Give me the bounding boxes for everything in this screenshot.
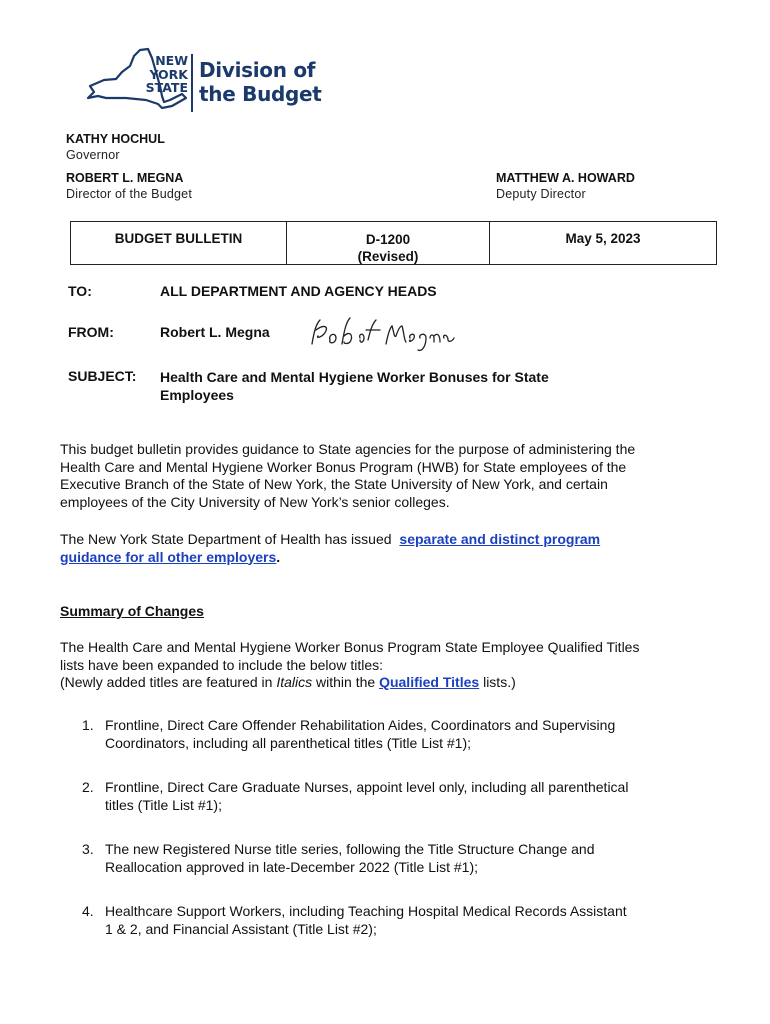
- logo-state-name: [142, 54, 188, 95]
- summary-line: lists have been expanded to include the below titles:: [60, 656, 383, 673]
- list-item: [82, 841, 712, 876]
- program-guidance-link-text: separate and distinct program: [399, 531, 601, 547]
- logo-division-line2: the Budget: [199, 82, 322, 106]
- list-item-line: Reallocation approved in late-December 2022 (Title List #1);: [105, 858, 479, 875]
- logo-line-york: YORK: [149, 66, 188, 82]
- logo-line-new: NEW: [155, 53, 188, 68]
- intro-line: Executive Branch of the State of New York, the State University of New York, and certain: [60, 476, 608, 492]
- list-item-line: Coordinators, including all parenthetical titles (Title List #1);: [105, 734, 471, 751]
- list-item-number: 2.: [82, 779, 94, 795]
- summary-text: (Newly added titles are featured in: [60, 674, 273, 690]
- summary-text: within the: [316, 674, 376, 690]
- logo-division-line1: Division of: [199, 58, 316, 82]
- summary-heading: Summary of Changes: [60, 603, 204, 619]
- summary-text: lists.): [483, 674, 516, 690]
- list-item-number: 1.: [82, 717, 94, 733]
- doh-text: The New York State Department of Health has issued: [60, 531, 392, 547]
- summary-line: The Health Care and Mental Hygiene Worker Bonus Program State Employee Qualified Titles: [60, 639, 640, 655]
- qualified-titles-link[interactable]: Qualified Titles: [379, 674, 480, 690]
- list-item-line: Frontline, Direct Care Offender Rehabilitation Aides, Coordinators and Supervising: [105, 717, 616, 733]
- governor-name: KATHY HOCHUL: [66, 132, 165, 146]
- subject-line: Health Care and Mental Hygiene Worker Bonuses for State: [160, 369, 549, 385]
- intro-paragraph: [60, 441, 635, 511]
- bulletin-number-cell: [287, 222, 489, 273]
- summary-paragraph: [60, 639, 639, 692]
- from-label: FROM:: [68, 324, 114, 340]
- list-item-line: Frontline, Direct Care Graduate Nurses, appoint level only, including all parenthetical: [105, 779, 629, 795]
- nys-dob-logo: [86, 46, 326, 116]
- doh-period: .: [276, 548, 281, 565]
- from-value: Robert L. Megna: [160, 324, 270, 340]
- subject-label: SUBJECT:: [68, 368, 137, 384]
- signature-image: [306, 314, 456, 356]
- intro-line: This budget bulletin provides guidance to State agencies for the purpose of administering the: [60, 441, 636, 457]
- logo-line-state: STATE: [145, 80, 188, 95]
- bulletin-date-cell: [490, 222, 716, 273]
- to-label: TO:: [68, 283, 92, 299]
- bulletin-header-box: [70, 221, 717, 265]
- list-item: [82, 717, 712, 752]
- governor-title: Governor: [66, 148, 120, 162]
- bulletin-label-cell: [71, 222, 286, 273]
- subject-line: Employees: [160, 387, 234, 403]
- list-item-line: 1 & 2, and Financial Assistant (Title List #2);: [105, 920, 377, 937]
- intro-line: employees of the City University of New York’s senior colleges.: [60, 493, 450, 510]
- bulletin-status: (Revised): [357, 249, 419, 264]
- bulletin-date: May 5, 2023: [565, 231, 641, 246]
- summary-line: [60, 674, 639, 692]
- program-guidance-link-text: guidance for all other employers: [60, 548, 277, 565]
- list-item-line: titles (Title List #1);: [105, 796, 222, 813]
- doh-paragraph: [60, 531, 600, 566]
- director-title: Director of the Budget: [66, 187, 192, 201]
- list-item-line: Healthcare Support Workers, including Teaching Hospital Medical Records Assistant: [105, 903, 627, 919]
- italics-word: Italics: [276, 674, 313, 690]
- director-name: ROBERT L. MEGNA: [66, 171, 184, 185]
- to-value: ALL DEPARTMENT AND AGENCY HEADS: [160, 283, 437, 299]
- list-item-number: 3.: [82, 841, 94, 857]
- logo-divider: [191, 54, 193, 112]
- intro-line: Health Care and Mental Hygiene Worker Bonus Program (HWB) for State employees of the: [60, 458, 627, 475]
- bulletin-number: D-1200: [365, 232, 411, 247]
- subject-value: [160, 368, 549, 404]
- list-item: [82, 779, 712, 814]
- list-item-line: The new Registered Nurse title series, following the Title Structure Change and: [105, 841, 595, 857]
- deputy-title: Deputy Director: [496, 187, 586, 201]
- bulletin-label: BUDGET BULLETIN: [114, 231, 243, 246]
- list-item-number: 4.: [82, 903, 94, 919]
- deputy-name: MATTHEW A. HOWARD: [496, 171, 635, 185]
- logo-division-name: [199, 58, 322, 106]
- program-guidance-link[interactable]: [399, 531, 600, 547]
- list-item: [82, 903, 712, 938]
- program-guidance-link[interactable]: [60, 549, 276, 565]
